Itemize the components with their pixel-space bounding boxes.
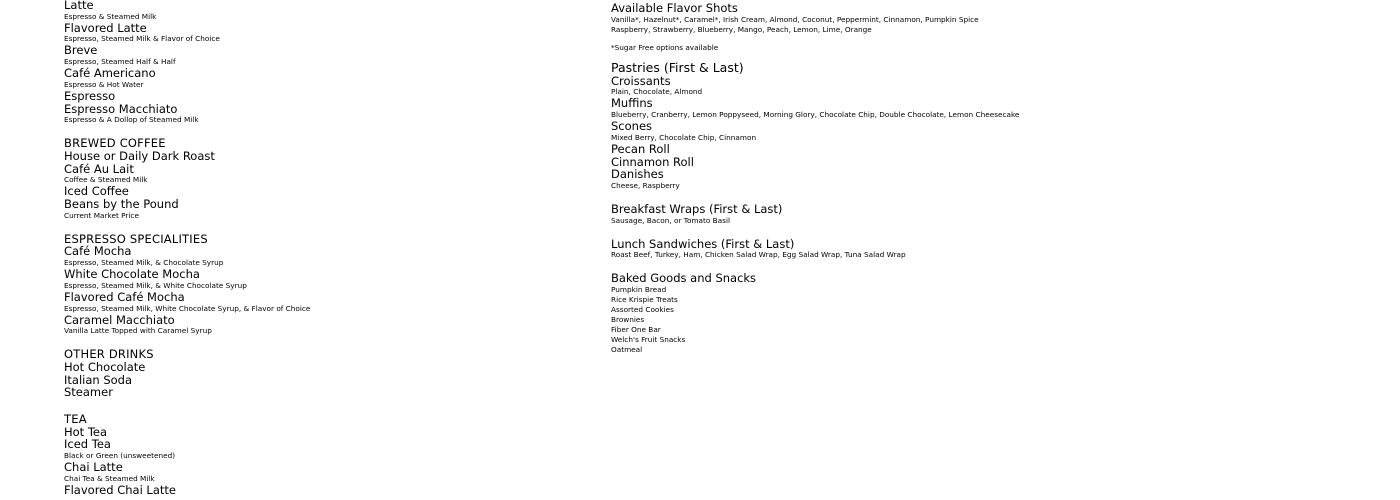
- item-name: Café Americano: [64, 66, 156, 81]
- section-title: Pastries (First & Last): [611, 59, 744, 75]
- list-item: Rice Krispie Treats: [611, 295, 678, 305]
- section-title: ESPRESSO SPECIALITIES: [64, 231, 208, 246]
- item-name: Flavored Café Mocha: [64, 289, 185, 304]
- menu-item: [64, 22, 584, 45]
- item-desc: Espresso & Steamed Milk: [64, 11, 157, 21]
- item-desc: Black or Green (unsweetened): [64, 451, 176, 461]
- section-title: OTHER DRINKS: [64, 347, 154, 362]
- lunch-sandwiches-section: [611, 238, 1391, 261]
- sugar-free-note: *Sugar Free options available: [611, 42, 719, 52]
- item-name: Espresso Macchiato: [64, 101, 178, 116]
- item-desc: Blueberry, Cranberry, Lemon Poppyseed, Morning Glory, Chocolate Chip, Double Chocolate, Lemon Cheesecake: [611, 110, 1020, 120]
- coffee-list: [64, 0, 584, 125]
- section-title: BREWED COFFEE: [64, 136, 166, 151]
- menu-item: [64, 67, 584, 90]
- item-desc: Vanilla Latte Topped with Caramel Syrup: [64, 326, 212, 336]
- item-name: Steamer: [64, 385, 113, 400]
- item-desc: Espresso, Steamed Milk, & Chocolate Syrup: [64, 258, 224, 268]
- item-name: Beans by the Pound: [64, 197, 179, 212]
- item-desc: Mixed Berry, Chocolate Chip, Cinnamon: [611, 132, 757, 142]
- item-name: Scones: [611, 119, 653, 134]
- list-item: Brownies: [611, 315, 645, 325]
- menu-item: [64, 0, 584, 22]
- drinks-column: [64, 0, 584, 497]
- item-name: House or Daily Dark Roast: [64, 148, 215, 163]
- menu-item: [64, 103, 584, 126]
- baked-goods-section: [611, 272, 1391, 355]
- item-name: Flavored Latte: [64, 20, 147, 35]
- section-title: Baked Goods and Snacks: [611, 271, 757, 286]
- flavor-list-2: Raspberry, Strawberry, Blueberry, Mango, Peach, Lemon, Lime, Orange: [611, 24, 872, 34]
- section-title: Lunch Sandwiches (First & Last): [611, 236, 795, 251]
- breakfast-wraps-section: [611, 203, 1391, 226]
- menu-item: [64, 90, 584, 103]
- flavor-shots-section: [611, 2, 1391, 53]
- list-item: Fiber One Bar: [611, 325, 661, 335]
- food-column: [611, 2, 1391, 355]
- item-name: Café Mocha: [64, 244, 132, 259]
- menu-item: [64, 44, 584, 67]
- item-name: Pecan Roll: [611, 141, 670, 156]
- item-name: Breve: [64, 43, 98, 58]
- item-name: White Chocolate Mocha: [64, 267, 200, 282]
- item-desc: Espresso & Hot Water: [64, 79, 144, 89]
- item-name: Muffins: [611, 96, 653, 111]
- other-drinks-section: [64, 348, 584, 399]
- item-name: Italian Soda: [64, 372, 133, 387]
- item-desc: Espresso, Steamed Milk & Flavor of Choice: [64, 34, 220, 44]
- item-desc: Current Market Price: [64, 210, 139, 220]
- item-name: Flavored Chai Latte: [64, 482, 176, 497]
- item-desc: Espresso, Steamed Half & Half: [64, 57, 176, 67]
- section-title: Breakfast Wraps (First & Last): [611, 201, 783, 216]
- list-item: Welch's Fruit Snacks: [611, 335, 686, 345]
- flavor-list-1: Vanilla*, Hazelnut*, Caramel*, Irish Cream, Almond, Coconut, Peppermint, Cinnamon, Pumpkin Spice: [611, 14, 979, 24]
- section-title: TEA: [64, 412, 87, 427]
- item-desc: Espresso, Steamed Milk, & White Chocolate Syrup: [64, 280, 247, 290]
- item-name: Caramel Macchiato: [64, 312, 175, 327]
- item-name: Espresso: [64, 88, 116, 103]
- item-desc: Espresso & A Dollop of Steamed Milk: [64, 115, 199, 125]
- list-item: Oatmeal: [611, 345, 643, 355]
- item-desc: Sausage, Bacon, or Tomato Basil: [611, 215, 731, 225]
- item-name: Danishes: [611, 167, 664, 182]
- item-desc: Cheese, Raspberry: [611, 180, 680, 190]
- item-name: Iced Tea: [64, 437, 111, 452]
- item-name: Café Au Lait: [64, 161, 134, 176]
- list-item: Assorted Cookies: [611, 305, 674, 315]
- item-desc: Roast Beef, Turkey, Ham, Chicken Salad Wrap, Egg Salad Wrap, Tuna Salad Wrap: [611, 250, 906, 260]
- item-name: Chai Latte: [64, 460, 123, 475]
- item-name: Cinnamon Roll: [611, 154, 694, 169]
- item-name: Latte: [64, 0, 94, 12]
- item-name: Hot Chocolate: [64, 359, 146, 374]
- item-desc: Chai Tea & Steamed Milk: [64, 473, 155, 483]
- item-desc: Espresso, Steamed Milk, White Chocolate Syrup, & Flavor of Choice: [64, 303, 311, 313]
- pastries-section: [611, 61, 1391, 191]
- brewed-coffee-section: [64, 137, 584, 221]
- item-name: Iced Coffee: [64, 184, 129, 199]
- item-desc: Plain, Chocolate, Almond: [611, 87, 703, 97]
- espresso-specialities-section: [64, 233, 584, 337]
- tea-section: [64, 413, 584, 497]
- item-name: Croissants: [611, 73, 671, 88]
- list-item: Pumpkin Bread: [611, 285, 667, 295]
- item-name: Hot Tea: [64, 424, 108, 439]
- section-title: Available Flavor Shots: [611, 1, 738, 15]
- item-desc: Coffee & Steamed Milk: [64, 175, 148, 185]
